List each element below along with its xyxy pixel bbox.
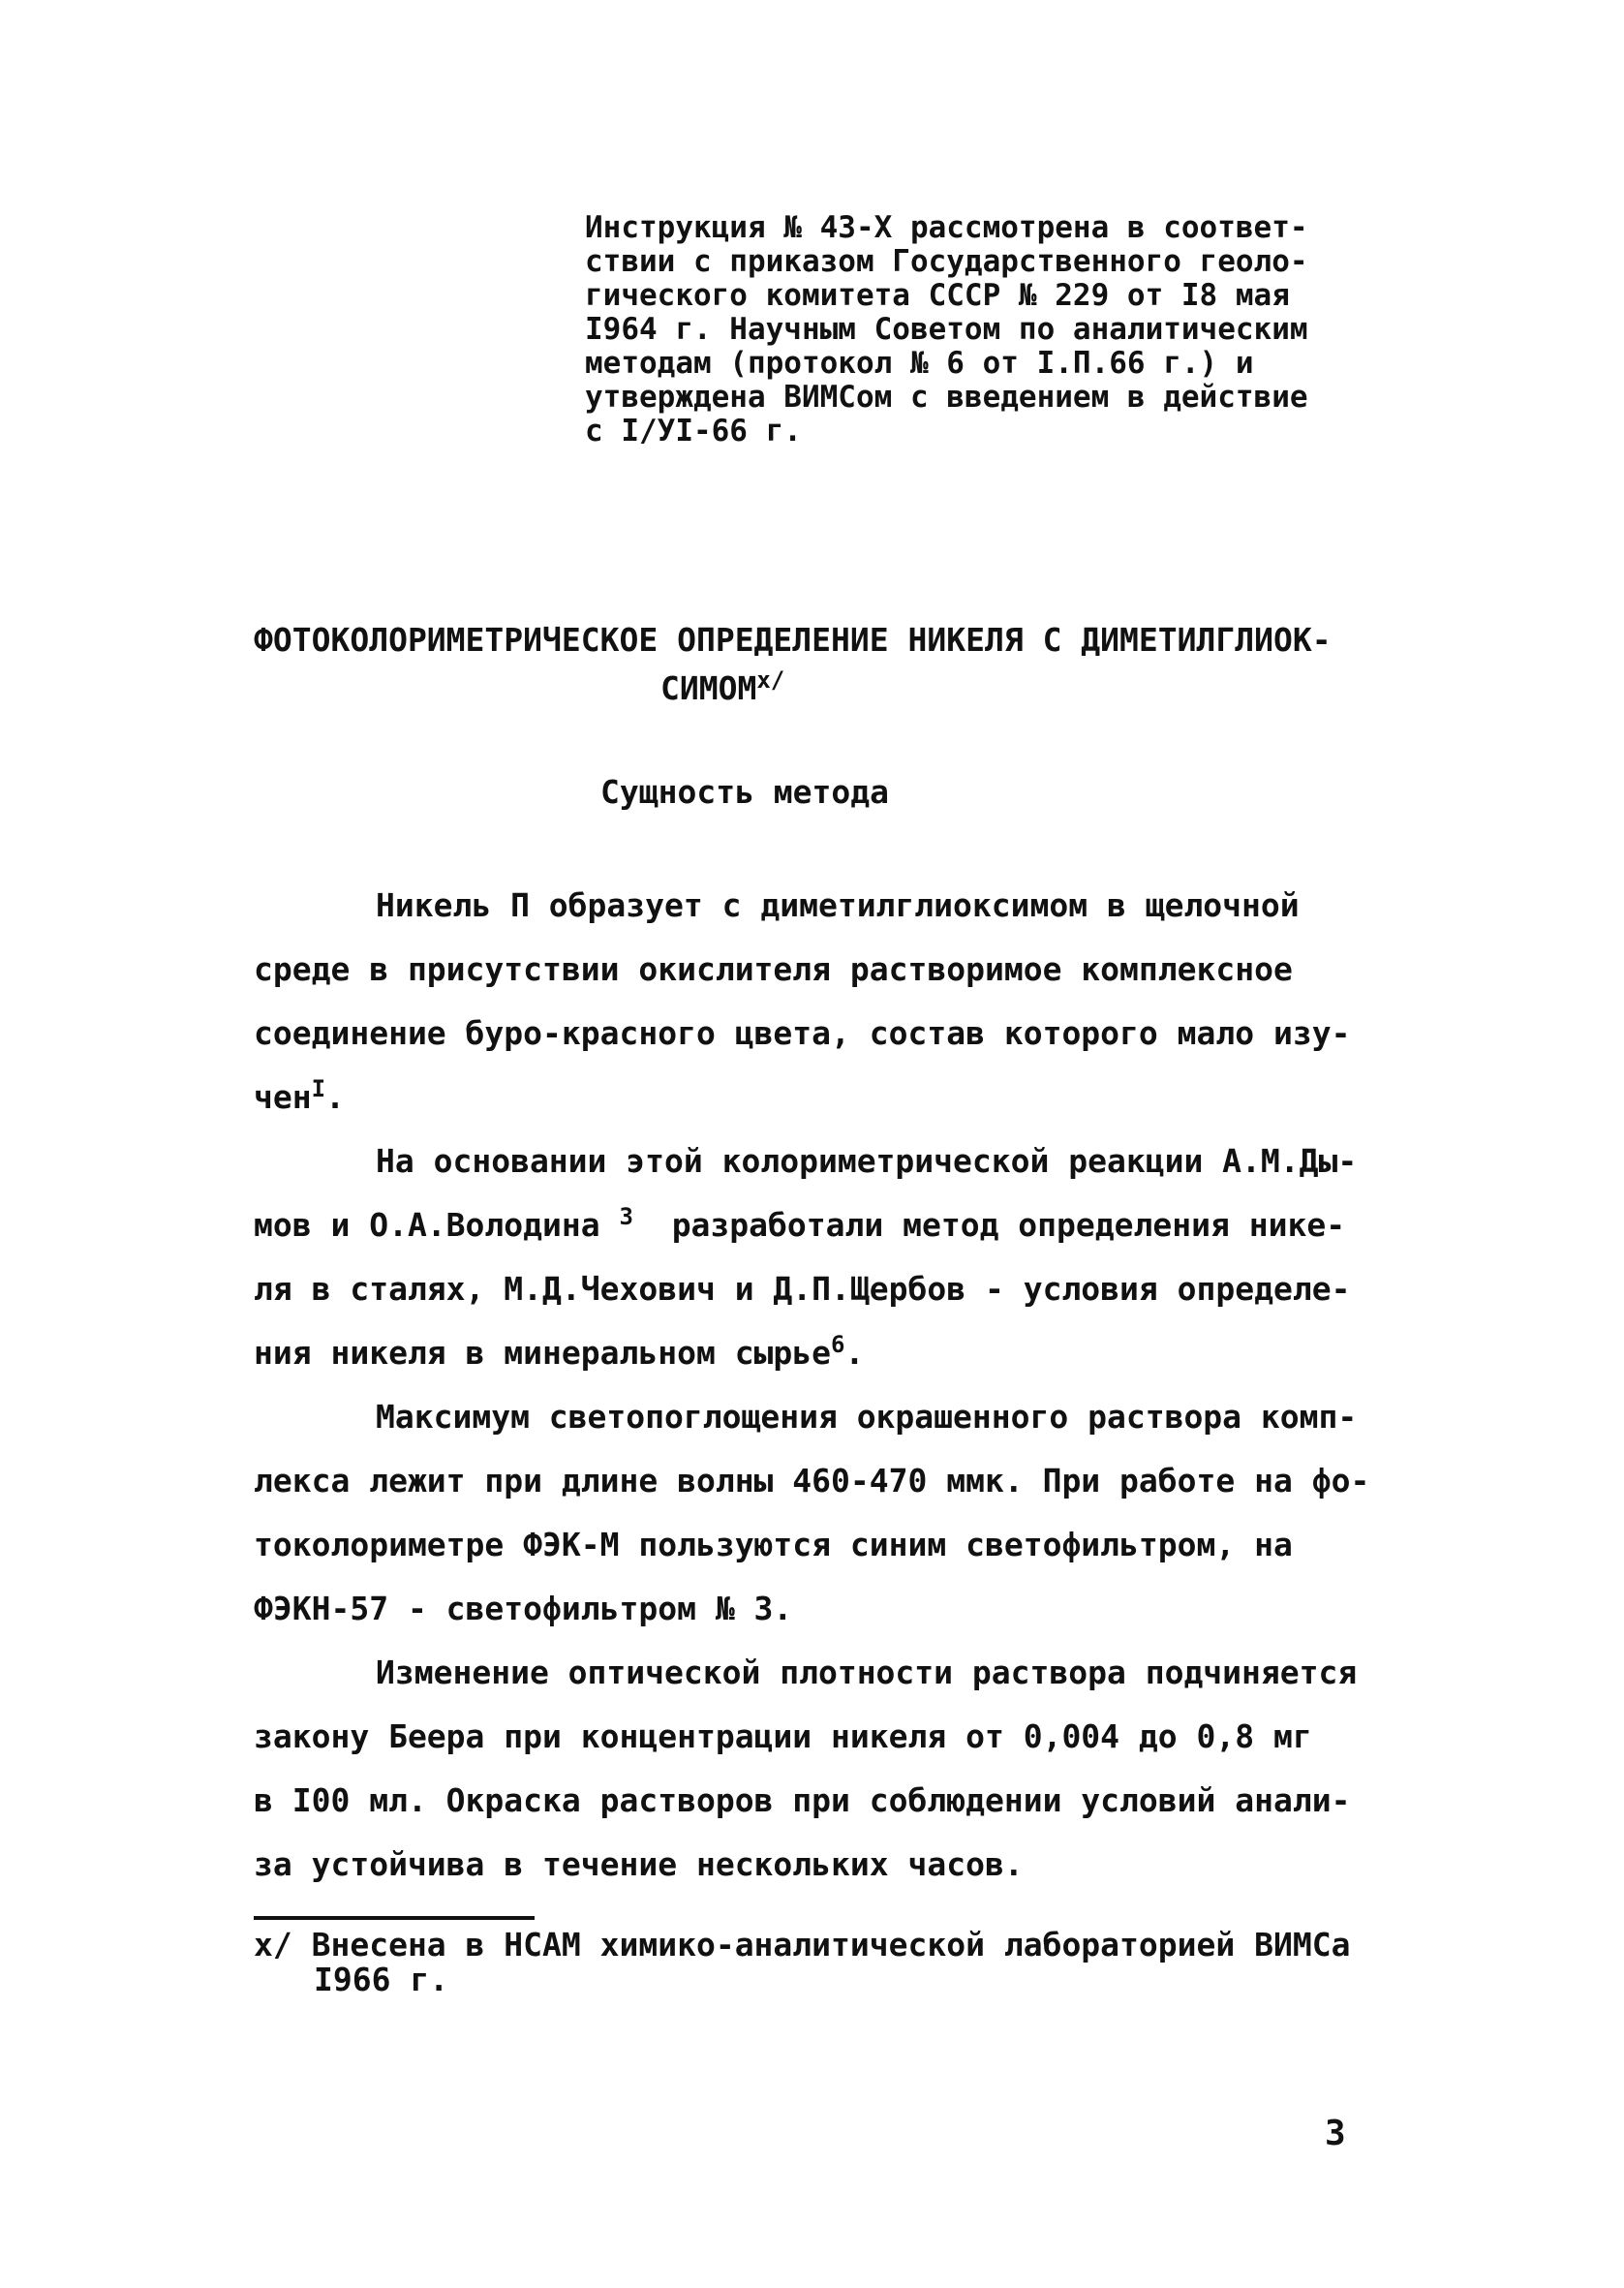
text-line <box>254 1193 1396 1257</box>
text-fragment: чен <box>254 1078 312 1116</box>
text-line: токолориметре ФЭК-М пользуются синим светофильтром, на <box>254 1526 1293 1563</box>
footnote-line: х/ Внесена в НСАМ химико-аналитической лабораторией ВИМСа <box>254 1926 1351 1963</box>
text-line: за устойчива в течение нескольких часов. <box>254 1845 1024 1883</box>
title-line-1: ФОТОКОЛОРИМЕТРИЧЕСКОЕ ОПРЕДЕЛЕНИЕ НИКЕЛЯ С ДИМЕТИЛГЛИОК- <box>254 621 1332 659</box>
footnote-line: I966 г. <box>314 1961 449 1998</box>
body-text <box>254 874 1396 1897</box>
approval-line: I964 г. Научным Советом по аналитическим <box>585 312 1308 347</box>
text-line: соединение буро-красного цвета, состав которого мало изу- <box>254 1014 1351 1052</box>
text-fragment: . <box>844 1334 865 1372</box>
text-line: лекса лежит при длине волны 460-470 ммк. При работе на фо- <box>254 1462 1370 1500</box>
reference-mark: 3 <box>619 1203 633 1230</box>
section-heading: Сущность метода <box>600 773 890 811</box>
text-line: ФЭКН-57 - светофильтром № 3. <box>254 1590 793 1627</box>
page-number: 3 <box>1325 2114 1346 2153</box>
text-line: Максимум светопоглощения окрашенного раствора комп- <box>376 1398 1358 1436</box>
paragraph-1 <box>254 874 1396 1129</box>
text-line: среде в присутствии окислителя растворимое комплексное <box>254 950 1293 988</box>
approval-note <box>585 211 1389 448</box>
reference-mark: 6 <box>831 1331 845 1358</box>
title-line-2 <box>254 665 1367 713</box>
approval-line: Инструкция № 43-Х рассмотрена в соответ- <box>585 210 1308 245</box>
text-line: На основании этой колориметрической реакции А.М.Ды- <box>376 1142 1358 1180</box>
text-fragment: разработали метод определения нике- <box>632 1206 1346 1244</box>
text-line <box>254 1321 1396 1385</box>
text-fragment: ния никеля в минеральном сырье <box>254 1334 832 1372</box>
text-line: в I00 мл. Окраска растворов при соблюдении условий анали- <box>254 1781 1351 1819</box>
paragraph-3 <box>254 1385 1396 1641</box>
text-line: Изменение оптической плотности раствора подчиняется <box>376 1654 1358 1691</box>
footnote-mark: х/ <box>756 666 785 694</box>
paragraph-2 <box>254 1129 1396 1385</box>
footnote-divider <box>254 1916 535 1920</box>
title-line-2-text: СИМОМ <box>660 669 757 707</box>
approval-line: ствии с приказом Государственного геоло- <box>585 244 1308 279</box>
text-line: закону Беера при концентрации никеля от 0,004 до 0,8 мг <box>254 1717 1312 1755</box>
text-fragment: мов и О.А.Володина <box>254 1206 620 1244</box>
reference-mark: I <box>311 1075 326 1102</box>
approval-line: методам (протокол № 6 от I.П.66 г.) и <box>585 346 1254 381</box>
document-title <box>254 616 1367 713</box>
text-line <box>254 1066 1396 1129</box>
text-fragment: . <box>325 1078 345 1116</box>
approval-line: с I/УI-66 г. <box>585 414 802 448</box>
text-line: Никель П образует с диметилглиоксимом в щелочной <box>376 886 1300 924</box>
paragraph-4 <box>254 1641 1396 1897</box>
text-line: ля в сталях, М.Д.Чехович и Д.П.Щербов - условия определе- <box>254 1270 1351 1308</box>
approval-line: гического комитета СССР № 229 от I8 мая <box>585 278 1290 313</box>
footnote <box>254 1928 1396 1997</box>
approval-line: утверждена ВИМСом с введением в действие <box>585 380 1308 415</box>
